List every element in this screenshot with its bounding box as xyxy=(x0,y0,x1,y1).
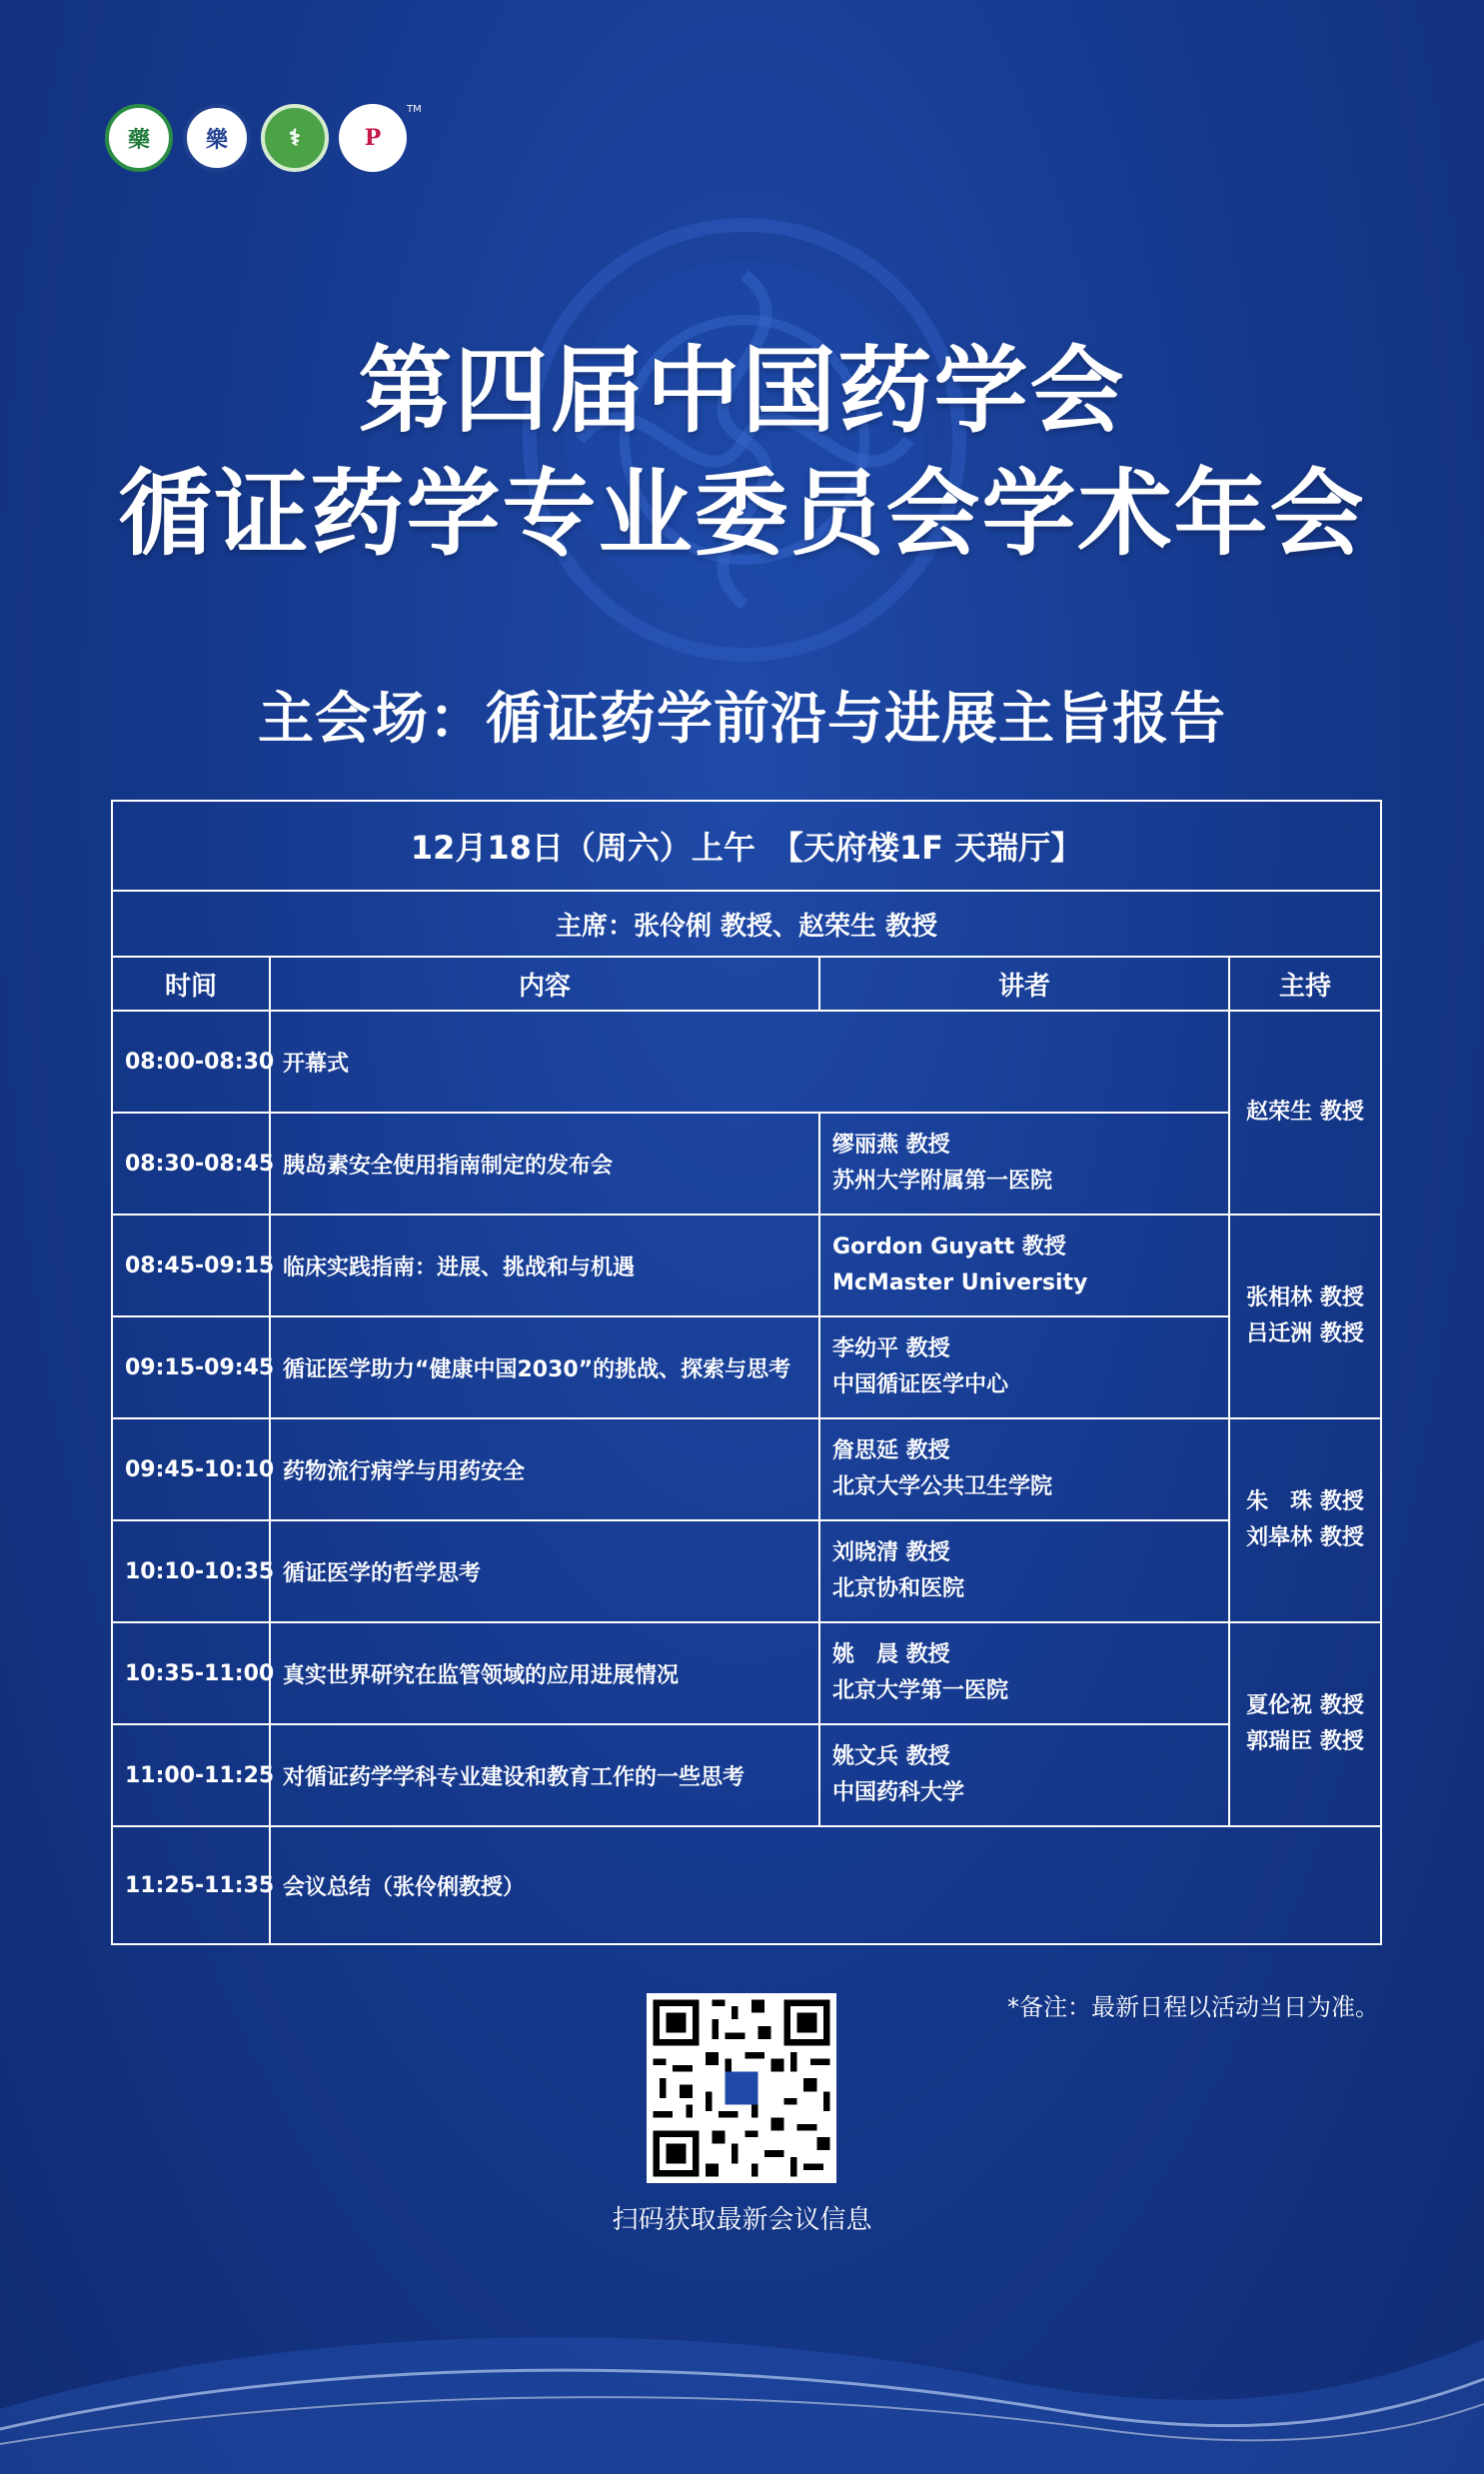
schedule-table xyxy=(111,800,1382,1945)
host-name: 刘皋林 教授 xyxy=(1246,1525,1364,1550)
table-row xyxy=(112,1113,1381,1215)
table-row xyxy=(112,1316,1381,1418)
table-row xyxy=(112,1622,1381,1724)
speaker-name: 詹思延 教授 xyxy=(832,1438,950,1463)
table-row xyxy=(112,1011,1381,1113)
content-cell: 循证医学助力“健康中国2030”的挑战、探索与思考 xyxy=(270,1316,819,1418)
content-cell: 开幕式 xyxy=(270,1011,1229,1113)
host-name: 吕迁洲 教授 xyxy=(1246,1321,1364,1346)
qr-code-icon[interactable] xyxy=(647,1993,836,2183)
speaker-cell xyxy=(819,1520,1229,1622)
speaker-name: 刘晓清 教授 xyxy=(832,1540,950,1565)
speaker-cell xyxy=(819,1316,1229,1418)
host-name: 赵荣生 教授 xyxy=(1246,1100,1364,1125)
speaker-name: 缪丽燕 教授 xyxy=(832,1133,950,1158)
decorative-wave xyxy=(0,2259,1484,2474)
host-cell xyxy=(1229,1622,1381,1826)
time-cell: 08:00-08:30 xyxy=(112,1011,270,1113)
speaker-org: 苏州大学附属第一医院 xyxy=(832,1169,1053,1194)
column-header-time: 时间 xyxy=(112,957,270,1011)
host-cell xyxy=(1229,1215,1381,1418)
speaker-cell xyxy=(819,1622,1229,1724)
table-row xyxy=(112,1418,1381,1520)
host-name: 夏伦祝 教授 xyxy=(1246,1693,1364,1718)
speaker-cell xyxy=(819,1113,1229,1215)
speaker-org: 中国循证医学中心 xyxy=(832,1372,1009,1397)
content-cell: 临床实践指南：进展、挑战和与机遇 xyxy=(270,1215,819,1316)
host-cell xyxy=(1229,1418,1381,1622)
table-row xyxy=(112,1724,1381,1826)
host-name: 张相林 教授 xyxy=(1246,1285,1364,1310)
evidence-pharmacy-logo: ⚕ xyxy=(261,104,329,172)
date-venue-header: 12月18日（周六）上午 【天府楼1F 天瑞厅】 xyxy=(112,801,1381,891)
session-subtitle: 主会场：循证药学前沿与进展主旨报告 xyxy=(258,687,1226,752)
speaker-name: Gordon Guyatt 教授 xyxy=(832,1235,1066,1259)
time-cell: 09:45-10:10 xyxy=(112,1418,270,1520)
partner-logo: P xyxy=(339,104,407,172)
speaker-name: 姚 晨 教授 xyxy=(832,1642,950,1667)
time-cell: 09:15-09:45 xyxy=(112,1316,270,1418)
column-header-host: 主持 xyxy=(1229,957,1381,1011)
time-cell: 11:25-11:35 xyxy=(112,1826,270,1944)
time-cell: 11:00-11:25 xyxy=(112,1724,270,1826)
time-cell: 08:30-08:45 xyxy=(112,1113,270,1215)
time-cell: 10:10-10:35 xyxy=(112,1520,270,1622)
qr-caption: 扫码获取最新会议信息 xyxy=(612,2205,872,2235)
host-name: 朱 珠 教授 xyxy=(1246,1489,1364,1514)
column-header-speaker: 讲者 xyxy=(819,957,1229,1011)
speaker-cell xyxy=(819,1215,1229,1316)
speaker-cell xyxy=(819,1724,1229,1826)
speaker-org: 北京大学公共卫生学院 xyxy=(832,1474,1053,1499)
chair-row: 主席：张伶俐 教授、赵荣生 教授 xyxy=(112,891,1381,957)
cpa-logo: 藥 xyxy=(105,104,173,172)
speaker-org: 中国药科大学 xyxy=(832,1780,965,1805)
speaker-org: McMaster University xyxy=(832,1270,1088,1295)
content-cell: 胰岛素安全使用指南制定的发布会 xyxy=(270,1113,819,1215)
column-header-content: 内容 xyxy=(270,957,819,1011)
table-row xyxy=(112,1520,1381,1622)
schedule-note: *备注：最新日程以活动当日为准。 xyxy=(1007,1993,1379,2021)
table-row xyxy=(112,1826,1381,1944)
page-title-line-2: 循证药学专业委员会学术年会 xyxy=(118,460,1366,569)
speaker-org: 北京协和医院 xyxy=(832,1576,965,1601)
speaker-cell xyxy=(819,1418,1229,1520)
content-cell: 药物流行病学与用药安全 xyxy=(270,1418,819,1520)
content-cell: 会议总结（张伶俐教授） xyxy=(270,1826,1381,1944)
speaker-org: 北京大学第一医院 xyxy=(832,1678,1009,1703)
content-cell: 对循证药学学科专业建设和教育工作的一些思考 xyxy=(270,1724,819,1826)
host-name: 郭瑞臣 教授 xyxy=(1246,1729,1364,1754)
speaker-name: 姚文兵 教授 xyxy=(832,1744,950,1769)
content-cell: 循证医学的哲学思考 xyxy=(270,1520,819,1622)
trademark-mark: TM xyxy=(407,104,422,115)
table-row xyxy=(112,1215,1381,1316)
time-cell: 08:45-09:15 xyxy=(112,1215,270,1316)
logo-row xyxy=(105,104,407,172)
page-title-line-1: 第四届中国药学会 xyxy=(358,337,1126,446)
sichuan-pharmacy-logo: 樂 xyxy=(183,104,251,172)
content-cell: 真实世界研究在监管领域的应用进展情况 xyxy=(270,1622,819,1724)
time-cell: 10:35-11:00 xyxy=(112,1622,270,1724)
host-cell xyxy=(1229,1011,1381,1215)
speaker-name: 李幼平 教授 xyxy=(832,1336,950,1361)
